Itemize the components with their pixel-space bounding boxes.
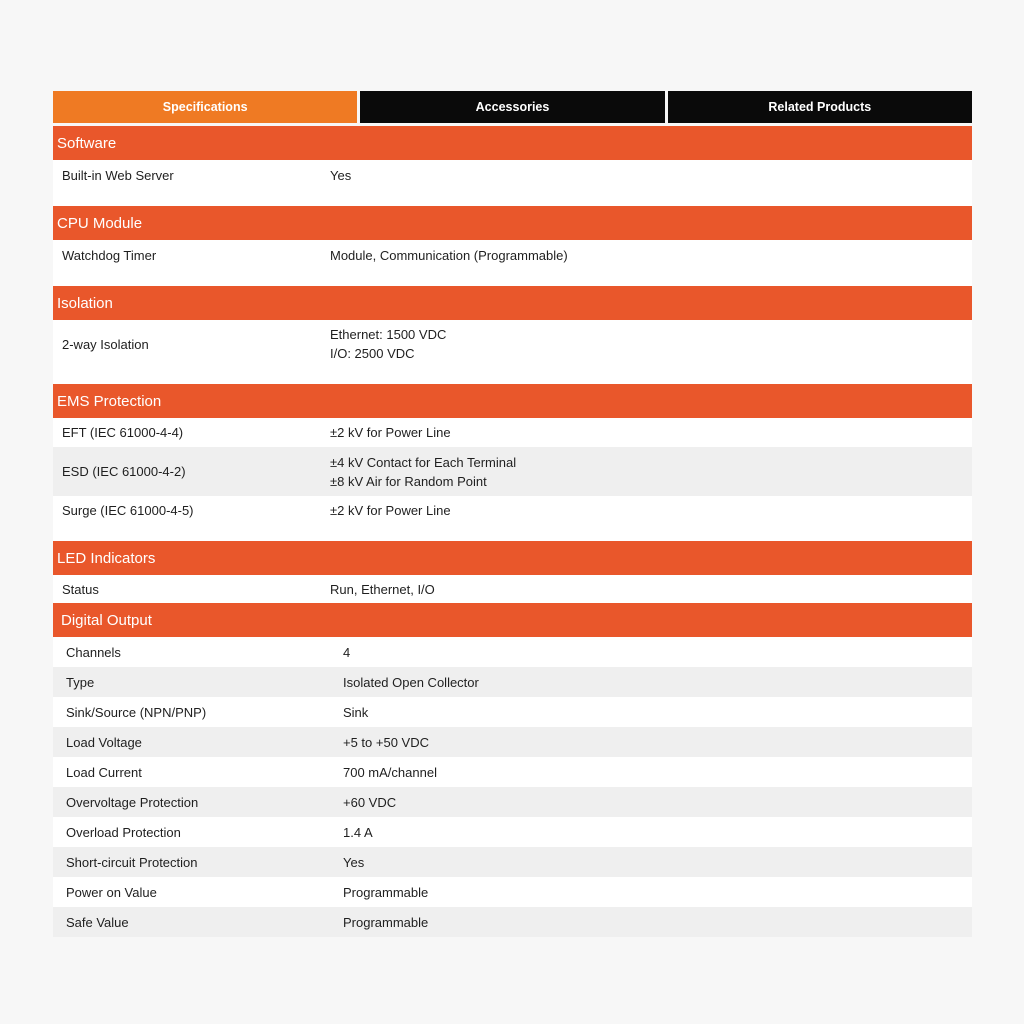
spec-key: Watchdog Timer xyxy=(62,247,157,263)
spec-row xyxy=(53,907,972,937)
spec-row xyxy=(53,667,972,697)
spec-value: 700 mA/channel xyxy=(343,764,437,780)
spec-row xyxy=(53,847,972,877)
spec-row xyxy=(53,575,972,603)
spec-key: Surge (IEC 61000-4-5) xyxy=(62,503,194,518)
spec-value: ±2 kV for Power Line xyxy=(330,425,451,440)
spec-key: Short-circuit Protection xyxy=(66,854,198,870)
section-header-ems-protection: EMS Protection xyxy=(53,384,972,418)
section-header-cpu-module: CPU Module xyxy=(53,206,972,240)
spec-row xyxy=(53,877,972,907)
section-header-software: Software xyxy=(53,126,972,160)
spec-row xyxy=(53,447,972,496)
section-digital-output xyxy=(53,603,972,937)
spec-value: Programmable xyxy=(343,884,429,900)
spec-key: Load Voltage xyxy=(66,734,142,750)
spec-row xyxy=(53,817,972,847)
spec-key: 2-way Isolation xyxy=(62,336,149,352)
tab-specifications[interactable]: Specifications xyxy=(53,91,357,123)
section-header-isolation: Isolation xyxy=(53,286,972,320)
spec-row xyxy=(53,160,972,190)
spec-row xyxy=(53,757,972,787)
spec-row xyxy=(53,320,972,368)
spec-value xyxy=(330,325,972,363)
spec-key: Overvoltage Protection xyxy=(66,794,199,810)
spec-key: Channels xyxy=(66,644,121,660)
spec-value: 4 xyxy=(343,644,351,660)
spec-panel xyxy=(53,91,972,937)
spec-row xyxy=(53,727,972,757)
spec-key: Built-in Web Server xyxy=(62,167,174,183)
spec-value-line: ±8 kV Air for Random Point xyxy=(330,473,487,489)
spec-value: Programmable xyxy=(343,914,429,930)
spec-key: Safe Value xyxy=(66,914,129,930)
spec-value: +5 to +50 VDC xyxy=(343,734,429,750)
spec-key: Status xyxy=(62,581,99,597)
spec-value: Run, Ethernet, I/O xyxy=(330,581,435,597)
spec-key: Sink/Source (NPN/PNP) xyxy=(66,704,207,720)
spec-key: Load Current xyxy=(66,764,142,780)
section-header-led-indicators: LED Indicators xyxy=(53,541,972,575)
spec-row xyxy=(53,697,972,727)
spec-value-line: I/O: 2500 VDC xyxy=(330,346,415,361)
spec-value: ±2 kV for Power Line xyxy=(330,503,451,518)
spec-row xyxy=(53,637,972,667)
spec-value: Yes xyxy=(343,854,365,870)
tab-accessories[interactable]: Accessories xyxy=(360,91,664,123)
spec-row xyxy=(53,787,972,817)
spec-value: Yes xyxy=(330,167,352,183)
spec-value: Isolated Open Collector xyxy=(343,674,479,690)
tab-related-products[interactable]: Related Products xyxy=(668,91,972,123)
spec-value: +60 VDC xyxy=(343,794,397,810)
spec-value-line: Ethernet: 1500 VDC xyxy=(330,327,447,342)
tab-bar xyxy=(53,91,972,123)
spec-row xyxy=(53,240,972,270)
spec-value-line: ±4 kV Contact for Each Terminal xyxy=(330,454,517,470)
spec-key: ESD (IEC 61000-4-2) xyxy=(62,464,186,479)
spec-key: Type xyxy=(66,674,95,690)
spec-value: 1.4 A xyxy=(343,824,373,840)
spec-value xyxy=(330,453,972,491)
spec-row xyxy=(53,496,972,525)
spec-key: Overload Protection xyxy=(66,824,181,840)
spec-key: EFT (IEC 61000-4-4) xyxy=(62,425,184,440)
spec-key: Power on Value xyxy=(66,884,157,900)
spec-value: Module, Communication (Programmable) xyxy=(330,247,568,263)
spec-value: Sink xyxy=(343,704,369,720)
spec-row xyxy=(53,418,972,447)
section-header-digital-output: Digital Output xyxy=(53,603,972,637)
